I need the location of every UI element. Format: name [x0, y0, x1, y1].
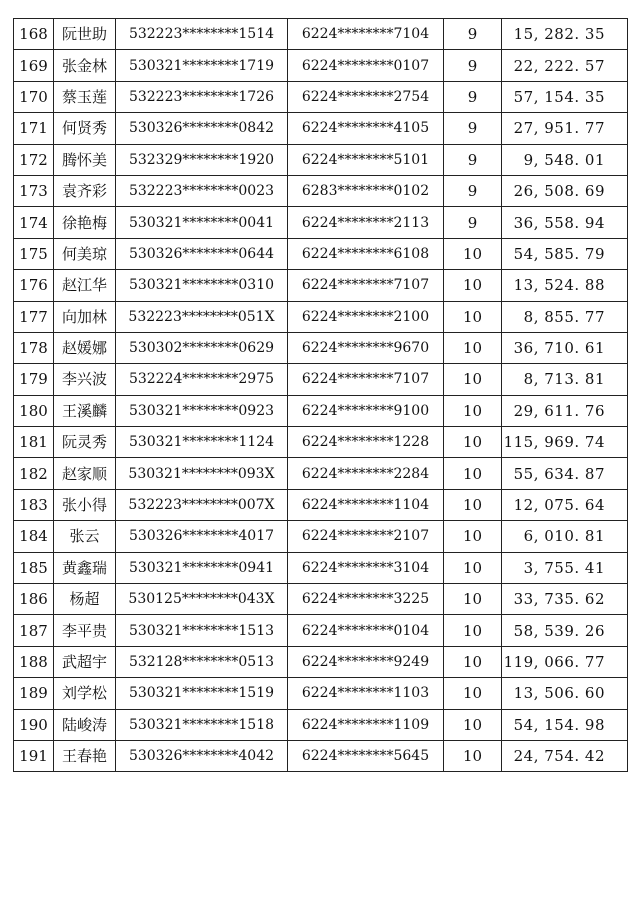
bank-account-cell: 6224********2107: [288, 521, 444, 552]
amount-cell: 58, 539. 26: [502, 615, 628, 646]
count-cell: 9: [444, 175, 502, 206]
row-index-cell: 175: [14, 238, 54, 269]
table-row: [14, 207, 628, 238]
id-number-cell: 532223********051X: [116, 301, 288, 332]
count-cell: 9: [444, 113, 502, 144]
bank-account-cell: 6224********6108: [288, 238, 444, 269]
count-cell: 10: [444, 646, 502, 677]
person-name-cell: 张云: [54, 521, 116, 552]
id-number-cell: 532223********0023: [116, 175, 288, 206]
row-index-cell: 185: [14, 552, 54, 583]
table-row: [14, 489, 628, 520]
row-index-cell: 177: [14, 301, 54, 332]
bank-account-cell: 6224********0104: [288, 615, 444, 646]
person-name-cell: 赵媛娜: [54, 332, 116, 363]
amount-cell: 9, 548. 01: [502, 144, 628, 175]
person-name-cell: 阮世助: [54, 19, 116, 50]
count-cell: 10: [444, 238, 502, 269]
count-cell: 10: [444, 458, 502, 489]
bank-account-cell: 6224********1104: [288, 489, 444, 520]
bank-account-cell: 6224********1109: [288, 709, 444, 740]
bank-account-cell: 6224********4105: [288, 113, 444, 144]
person-name-cell: 徐艳梅: [54, 207, 116, 238]
amount-cell: 12, 075. 64: [502, 489, 628, 520]
amount-cell: 54, 154. 98: [502, 709, 628, 740]
bank-account-cell: 6283********0102: [288, 175, 444, 206]
amount-cell: 15, 282. 35: [502, 19, 628, 50]
amount-cell: 29, 611. 76: [502, 395, 628, 426]
bank-account-cell: 6224********0107: [288, 50, 444, 81]
table-row: [14, 646, 628, 677]
bank-account-cell: 6224********3104: [288, 552, 444, 583]
amount-cell: 6, 010. 81: [502, 521, 628, 552]
table-row: [14, 175, 628, 206]
table-row: [14, 615, 628, 646]
count-cell: 10: [444, 332, 502, 363]
count-cell: 9: [444, 144, 502, 175]
table-row: [14, 552, 628, 583]
id-number-cell: 530321********1124: [116, 427, 288, 458]
person-name-cell: 武超宇: [54, 646, 116, 677]
person-name-cell: 何美琼: [54, 238, 116, 269]
count-cell: 9: [444, 207, 502, 238]
bank-account-cell: 6224********9249: [288, 646, 444, 677]
amount-cell: 36, 558. 94: [502, 207, 628, 238]
amount-cell: 26, 508. 69: [502, 175, 628, 206]
person-name-cell: 张金林: [54, 50, 116, 81]
table-row: [14, 113, 628, 144]
count-cell: 10: [444, 584, 502, 615]
person-name-cell: 张小得: [54, 489, 116, 520]
table-row: [14, 427, 628, 458]
row-index-cell: 191: [14, 740, 54, 771]
table-row: [14, 238, 628, 269]
payment-table-body: [14, 19, 628, 772]
count-cell: 10: [444, 301, 502, 332]
bank-account-cell: 6224********3225: [288, 584, 444, 615]
person-name-cell: 杨超: [54, 584, 116, 615]
id-number-cell: 530321********1519: [116, 678, 288, 709]
id-number-cell: 530321********0041: [116, 207, 288, 238]
row-index-cell: 178: [14, 332, 54, 363]
bank-account-cell: 6224********5645: [288, 740, 444, 771]
bank-account-cell: 6224********7107: [288, 270, 444, 301]
table-row: [14, 584, 628, 615]
table-row: [14, 19, 628, 50]
table-row: [14, 301, 628, 332]
table-row: [14, 678, 628, 709]
bank-account-cell: 6224********2284: [288, 458, 444, 489]
id-number-cell: 532223********1726: [116, 81, 288, 112]
count-cell: 9: [444, 50, 502, 81]
id-number-cell: 532223********1514: [116, 19, 288, 50]
amount-cell: 36, 710. 61: [502, 332, 628, 363]
person-name-cell: 向加林: [54, 301, 116, 332]
id-number-cell: 532224********2975: [116, 364, 288, 395]
person-name-cell: 阮灵秀: [54, 427, 116, 458]
row-index-cell: 184: [14, 521, 54, 552]
id-number-cell: 532128********0513: [116, 646, 288, 677]
row-index-cell: 172: [14, 144, 54, 175]
bank-account-cell: 6224********2754: [288, 81, 444, 112]
bank-account-cell: 6224********9100: [288, 395, 444, 426]
person-name-cell: 王春艳: [54, 740, 116, 771]
table-row: [14, 740, 628, 771]
count-cell: 10: [444, 521, 502, 552]
row-index-cell: 183: [14, 489, 54, 520]
row-index-cell: 189: [14, 678, 54, 709]
id-number-cell: 532329********1920: [116, 144, 288, 175]
id-number-cell: 530125********043X: [116, 584, 288, 615]
bank-account-cell: 6224********1228: [288, 427, 444, 458]
row-index-cell: 182: [14, 458, 54, 489]
count-cell: 10: [444, 270, 502, 301]
count-cell: 10: [444, 427, 502, 458]
person-name-cell: 何贤秀: [54, 113, 116, 144]
id-number-cell: 532223********007X: [116, 489, 288, 520]
row-index-cell: 171: [14, 113, 54, 144]
count-cell: 10: [444, 364, 502, 395]
person-name-cell: 王溪麟: [54, 395, 116, 426]
person-name-cell: 袁齐彩: [54, 175, 116, 206]
table-row: [14, 144, 628, 175]
amount-cell: 8, 855. 77: [502, 301, 628, 332]
table-row: [14, 270, 628, 301]
id-number-cell: 530321********0923: [116, 395, 288, 426]
count-cell: 10: [444, 709, 502, 740]
count-cell: 10: [444, 615, 502, 646]
bank-account-cell: 6224********7107: [288, 364, 444, 395]
person-name-cell: 腾怀美: [54, 144, 116, 175]
count-cell: 10: [444, 740, 502, 771]
person-name-cell: 赵江华: [54, 270, 116, 301]
row-index-cell: 168: [14, 19, 54, 50]
table-row: [14, 709, 628, 740]
id-number-cell: 530326********4042: [116, 740, 288, 771]
table-row: [14, 395, 628, 426]
amount-cell: 115, 969. 74: [502, 427, 628, 458]
person-name-cell: 李兴波: [54, 364, 116, 395]
table-row: [14, 81, 628, 112]
row-index-cell: 180: [14, 395, 54, 426]
bank-account-cell: 6224********5101: [288, 144, 444, 175]
row-index-cell: 186: [14, 584, 54, 615]
bank-account-cell: 6224********9670: [288, 332, 444, 363]
count-cell: 9: [444, 19, 502, 50]
table-row: [14, 332, 628, 363]
row-index-cell: 173: [14, 175, 54, 206]
id-number-cell: 530321********0941: [116, 552, 288, 583]
id-number-cell: 530321********093X: [116, 458, 288, 489]
person-name-cell: 刘学松: [54, 678, 116, 709]
amount-cell: 33, 735. 62: [502, 584, 628, 615]
count-cell: 10: [444, 678, 502, 709]
person-name-cell: 李平贵: [54, 615, 116, 646]
amount-cell: 22, 222. 57: [502, 50, 628, 81]
id-number-cell: 530321********1518: [116, 709, 288, 740]
table-row: [14, 364, 628, 395]
bank-account-cell: 6224********7104: [288, 19, 444, 50]
row-index-cell: 176: [14, 270, 54, 301]
id-number-cell: 530321********1719: [116, 50, 288, 81]
id-number-cell: 530326********0644: [116, 238, 288, 269]
table-row: [14, 458, 628, 489]
id-number-cell: 530326********4017: [116, 521, 288, 552]
bank-account-cell: 6224********2100: [288, 301, 444, 332]
person-name-cell: 陆峻涛: [54, 709, 116, 740]
person-name-cell: 赵家顺: [54, 458, 116, 489]
id-number-cell: 530302********0629: [116, 332, 288, 363]
amount-cell: 13, 506. 60: [502, 678, 628, 709]
amount-cell: 119, 066. 77: [502, 646, 628, 677]
amount-cell: 8, 713. 81: [502, 364, 628, 395]
amount-cell: 13, 524. 88: [502, 270, 628, 301]
payment-table: [13, 18, 628, 772]
count-cell: 9: [444, 81, 502, 112]
amount-cell: 27, 951. 77: [502, 113, 628, 144]
table-row: [14, 521, 628, 552]
amount-cell: 24, 754. 42: [502, 740, 628, 771]
id-number-cell: 530321********0310: [116, 270, 288, 301]
amount-cell: 57, 154. 35: [502, 81, 628, 112]
row-index-cell: 190: [14, 709, 54, 740]
table-row: [14, 50, 628, 81]
row-index-cell: 179: [14, 364, 54, 395]
count-cell: 10: [444, 489, 502, 520]
bank-account-cell: 6224********1103: [288, 678, 444, 709]
person-name-cell: 蔡玉莲: [54, 81, 116, 112]
amount-cell: 3, 755. 41: [502, 552, 628, 583]
count-cell: 10: [444, 395, 502, 426]
id-number-cell: 530321********1513: [116, 615, 288, 646]
row-index-cell: 187: [14, 615, 54, 646]
bank-account-cell: 6224********2113: [288, 207, 444, 238]
amount-cell: 54, 585. 79: [502, 238, 628, 269]
amount-cell: 55, 634. 87: [502, 458, 628, 489]
count-cell: 10: [444, 552, 502, 583]
id-number-cell: 530326********0842: [116, 113, 288, 144]
row-index-cell: 170: [14, 81, 54, 112]
row-index-cell: 169: [14, 50, 54, 81]
row-index-cell: 181: [14, 427, 54, 458]
row-index-cell: 174: [14, 207, 54, 238]
person-name-cell: 黄鑫瑞: [54, 552, 116, 583]
row-index-cell: 188: [14, 646, 54, 677]
